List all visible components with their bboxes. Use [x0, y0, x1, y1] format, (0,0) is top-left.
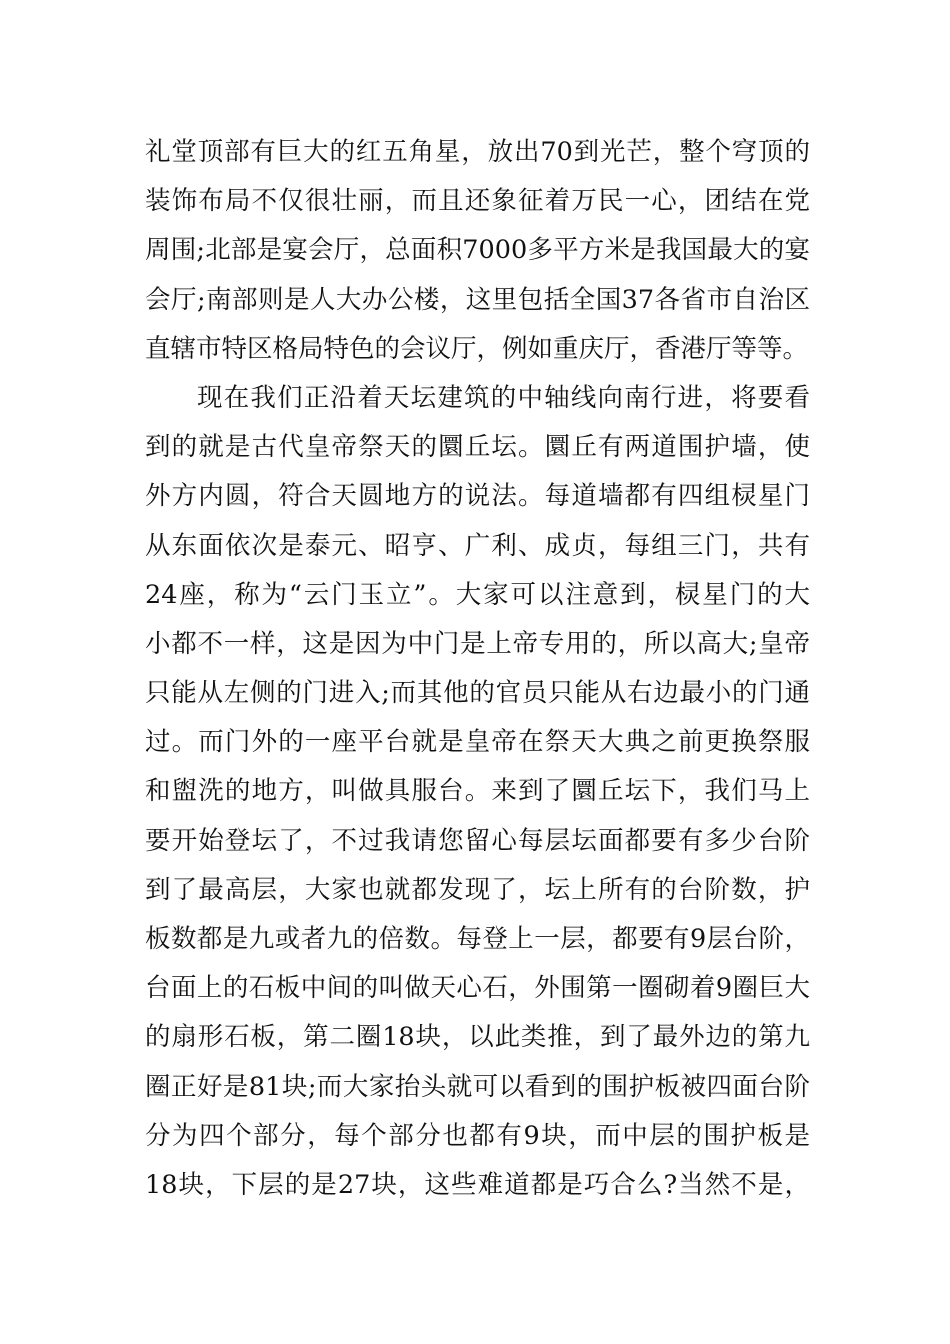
text-line: 板数都是九或者九的倍数。每登上一层，都要有9层台阶，: [145, 924, 810, 954]
text-line: 到的就是古代皇帝祭天的圜丘坛。圜丘有两道围护墙，使: [145, 432, 810, 463]
text-line: 的扇形石板，第二圈18块，以此类推，到了最外边的第九: [145, 1022, 810, 1053]
text-line: 小都不一样，这是因为中门是上帝专用的，所以高大;皇帝: [145, 628, 810, 659]
text-line: 24座，称为“云门玉立”。大家可以注意到，棂星门的大: [145, 579, 810, 610]
text-line: 从东面依次是泰元、昭亨、广利、成贞，每组三门，共有: [145, 530, 810, 561]
text-line: 要开始登坛了，不过我请您留心每层坛面都要有多少台阶: [145, 825, 810, 856]
body-text: [145, 128, 810, 1210]
text-line: 到了最高层，大家也就都发现了，坛上所有的台阶数，护: [145, 874, 810, 905]
text-line: 外方内圆，符合天圆地方的说法。每道墙都有四组棂星门: [145, 481, 810, 512]
text-line: 只能从左侧的门进入;而其他的官员只能从右边最小的门通: [145, 678, 810, 709]
text-line: 圈正好是81块;而大家抬头就可以看到的围护板被四面台阶: [145, 1071, 810, 1102]
paragraph-first-line: 现在我们正沿着天坛建筑的中轴线向南行进，将要看: [197, 382, 810, 413]
text-line: 分为四个部分，每个部分也都有9块，而中层的围护板是: [145, 1120, 810, 1151]
text-line: 过。而门外的一座平台就是皇帝在祭天大典之前更换祭服: [145, 727, 810, 758]
text-line: 台面上的石板中间的叫做天心石，外围第一圈砌着9圈巨大: [145, 973, 810, 1004]
text-line: 和盥洗的地方，叫做具服台。来到了圜丘坛下，我们马上: [145, 776, 810, 807]
text-line: 装饰布局不仅很壮丽，而且还象征着万民一心，团结在党: [145, 186, 810, 217]
text-line: 周围;北部是宴会厅，总面积7000多平方米是我国最大的宴: [145, 235, 810, 266]
text-line: 会厅;南部则是人大办公楼，这里包括全国37各省市自治区: [145, 284, 810, 315]
text-line: 18块，下层的是27块，这些难道都是巧合么?当然不是，: [145, 1169, 810, 1200]
text-line: 礼堂顶部有巨大的红五角星，放出70到光芒，整个穹顶的: [145, 137, 810, 167]
text-line: 直辖市特区格局特色的会议厅，例如重庆厅，香港厅等等。: [145, 333, 809, 364]
